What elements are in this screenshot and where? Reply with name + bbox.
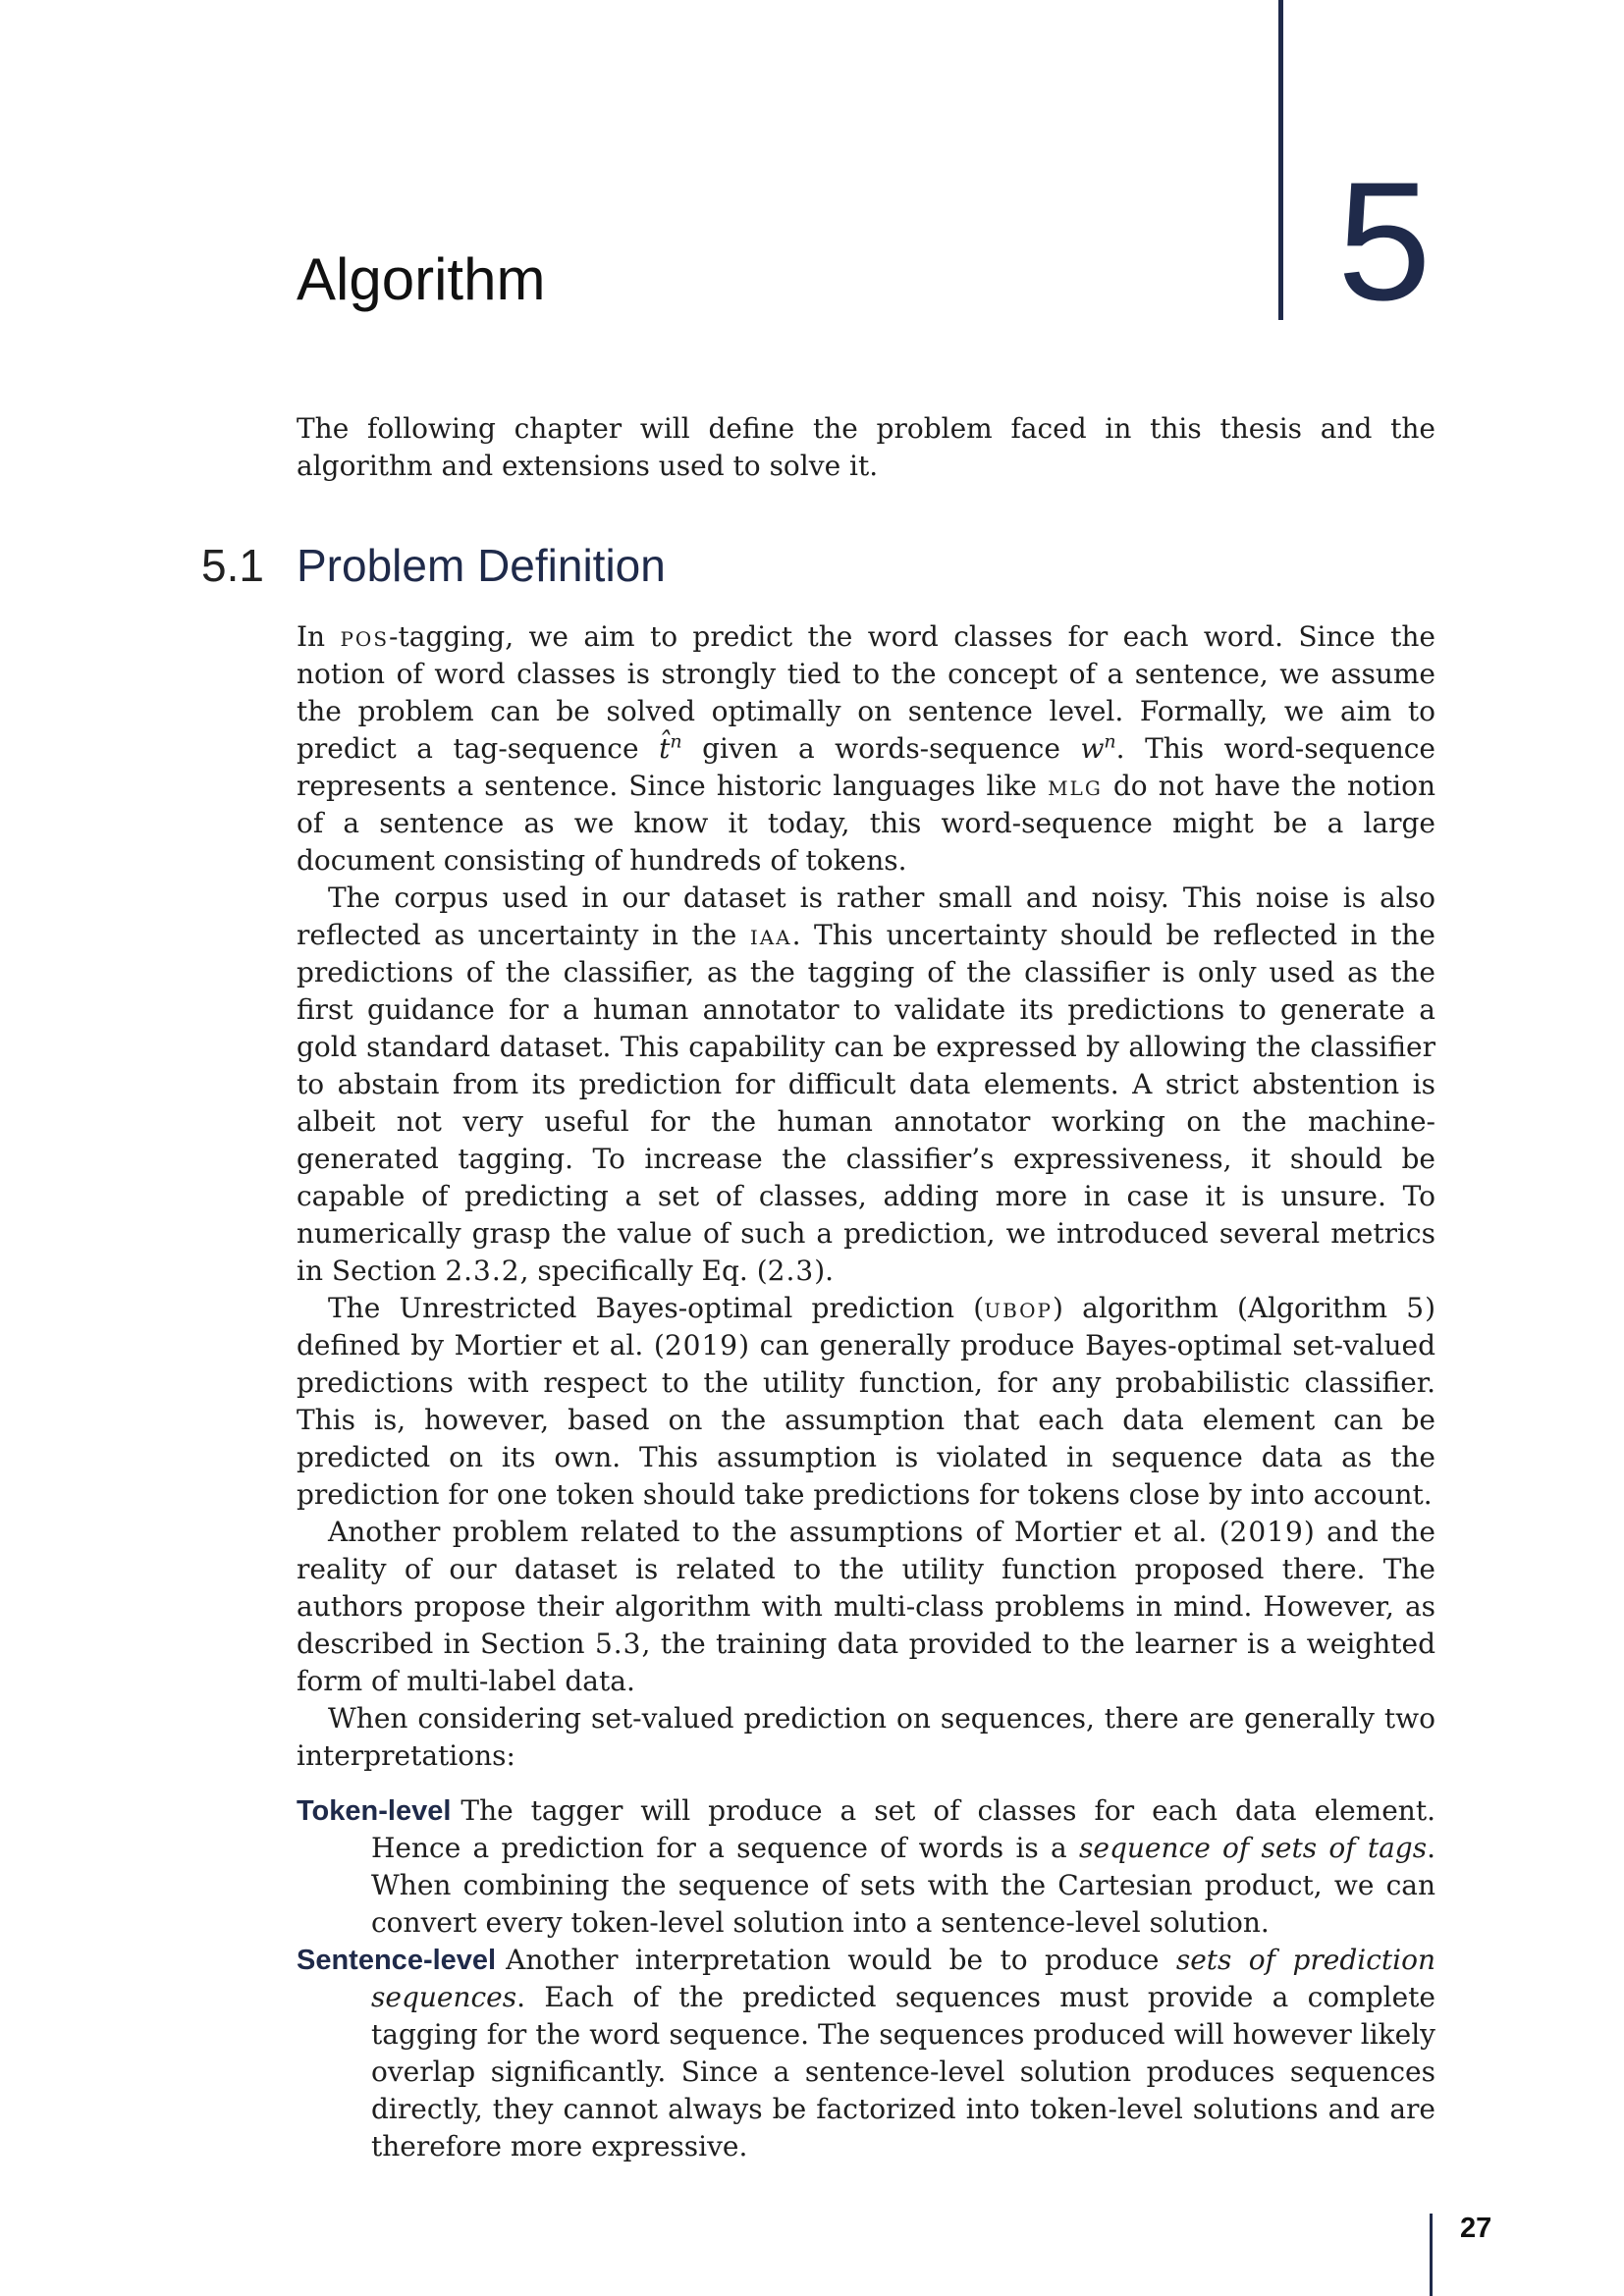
algorithm-reference[interactable]: 5 bbox=[1406, 1292, 1426, 1324]
definition-token-level: Token-level The tagger will produce a set of classes for each data element. Hence a prediction for a sequence of words is a sequence of sets of tags. When combining the sequence of sets with the Cartesian product, we can convert every token-level solution into a sentence-level solution. bbox=[297, 1794, 1435, 1939]
chapter-rule bbox=[1278, 0, 1283, 320]
chapter-number: 5 bbox=[1337, 147, 1432, 336]
citation-year[interactable]: 2019 bbox=[1229, 1516, 1304, 1548]
definition-term: Sentence-level bbox=[297, 1945, 497, 1976]
section-reference[interactable]: 5.3 bbox=[594, 1628, 642, 1660]
paragraph-5: When considering set-valued prediction on sequences, there are generally two interpretations: bbox=[297, 1702, 1435, 1772]
citation-year[interactable]: 2019 bbox=[664, 1329, 739, 1362]
abbreviation[interactable]: iaa bbox=[749, 919, 792, 951]
section-body bbox=[297, 618, 1435, 2165]
intro-paragraph: The following chapter will define the problem faced in this thesis and the algorithm and extensions used to solve it. bbox=[297, 412, 1435, 482]
equation-reference[interactable]: 2.3 bbox=[767, 1255, 815, 1287]
math-w: $w^n$ bbox=[1080, 730, 1116, 765]
page-number: 27 bbox=[1460, 2213, 1492, 2244]
paragraph-2: The corpus used in our dataset is rather small and noisy. This noise is also reflected as uncertainty in the iaa. This uncertainty should be reflected in the predictions of the classifier, as the tagging of the classifier is only used as the first guidance for a human annotator to validate its predictions to generate a gold standard dataset. This capability can be expressed by allowing the classifier to abstain from its prediction for difficult data elements. A strict abstention is albeit not very useful for the human annotator working on the machine-generated tagging. To increase the classifier’s expressiveness, it should be capable of predicting a set of classes, adding more in case it is unsure. To numerically grasp the value of such a prediction, we introduced several metrics in Section 2.3.2, specifically Eq. (2.3). bbox=[297, 881, 1435, 1287]
section-title: Problem Definition bbox=[297, 540, 666, 591]
section-reference[interactable]: 2.3.2 bbox=[445, 1255, 520, 1287]
definition-list bbox=[297, 1792, 1435, 2165]
page-number-rule bbox=[1430, 2214, 1433, 2296]
paragraph-3: The Unrestricted Bayes-optimal prediction (ubop) algorithm (Algorithm 5) defined by Mortier et al. (2019) can generally produce Bayes-optimal set-valued predictions with respect to the utility function, for any probabilistic classifier. This is, however, based on the assumption that each data element can be predicted on its own. This assumption is violated in sequence data as the prediction for one token should take predictions for tokens close by into account. bbox=[297, 1292, 1436, 1511]
section-number: 5.1 bbox=[201, 540, 264, 591]
math-t-hat: t̂$^n$ bbox=[659, 730, 682, 765]
paragraph-1: In pos-tagging, we aim to predict the word classes for each word. Since the notion of word classes is strongly tied to the concept of a sentence, we assume the problem can be solved optimally on sentence level. Formally, we aim to predict a tag-sequence t̂$^n$ given a words-sequence $w^n$. This word-sequence represents a sentence. Since historic languages like mlg do not have the notion of a sentence as we know it today, this word-sequence might be a large document consisting of hundreds of tokens. bbox=[297, 620, 1436, 877]
abbreviation[interactable]: pos bbox=[340, 620, 390, 653]
chapter-title: Algorithm bbox=[297, 246, 546, 312]
abbreviation[interactable]: ubop bbox=[984, 1292, 1054, 1324]
abbreviation[interactable]: mlg bbox=[1048, 770, 1103, 802]
chapter-intro bbox=[297, 410, 1435, 485]
definition-term: Token-level bbox=[297, 1795, 452, 1827]
paragraph-4: Another problem related to the assumptions of Mortier et al. (2019) and the reality of our dataset is related to the utility function proposed there. The authors propose their algorithm with multi-class problems in mind. However, as described in Section 5.3, the training data provided to the learner is a weighted form of multi-label data. bbox=[297, 1516, 1435, 1697]
definition-sentence-level: Sentence-level Another interpretation would be to produce sets of prediction sequences. Each of the predicted sequences must provide a complete tagging for the word sequence. The sequences produced will however likely overlap significantly. Since a sentence-level solution produces sequences directly, they cannot always be factorized into token-level solutions and are therefore more expressive. bbox=[297, 1944, 1435, 2163]
section-heading bbox=[201, 538, 666, 593]
